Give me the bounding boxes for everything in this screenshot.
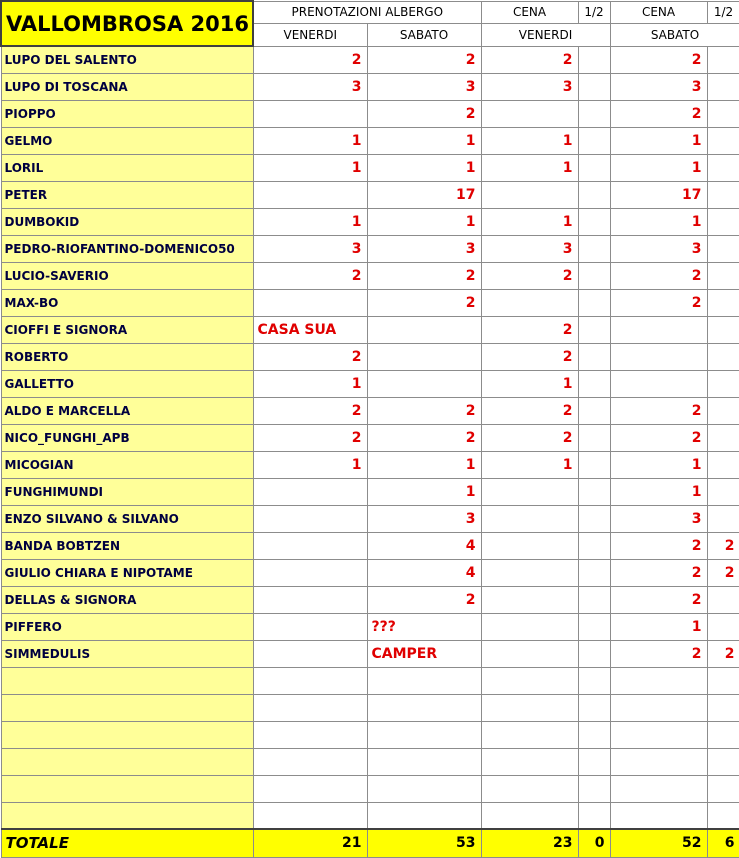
cell-half-sab[interactable] (707, 397, 739, 424)
cell-half-ven[interactable] (578, 370, 610, 397)
cell-cena-ven[interactable]: 3 (481, 235, 578, 262)
cell-half-sab[interactable] (707, 613, 739, 640)
table-row (1, 640, 739, 667)
participant-name-cell[interactable]: PEDRO-RIOFANTINO-DOMENICO50 (1, 235, 253, 262)
cell-cena-sab[interactable]: 2 (610, 424, 707, 451)
cell-half-ven[interactable] (578, 640, 610, 667)
cell-alb-sab[interactable] (367, 343, 481, 370)
table-row (1, 775, 739, 802)
participant-name-cell[interactable] (1, 802, 253, 829)
cell-alb-ven[interactable] (253, 559, 367, 586)
cell-cena-ven[interactable]: 2 (481, 316, 578, 343)
cell-half-sab[interactable] (707, 181, 739, 208)
participant-name-cell[interactable] (1, 694, 253, 721)
cell-alb-sab[interactable]: 4 (367, 532, 481, 559)
cell-half-ven[interactable] (578, 505, 610, 532)
header-albergo-venerdi[interactable]: VENERDI (253, 23, 367, 46)
cell-alb-sab[interactable]: 2 (367, 397, 481, 424)
table-row (1, 559, 739, 586)
table-row (1, 802, 739, 829)
cell-alb-sab[interactable]: 17 (367, 181, 481, 208)
cell-half-sab[interactable]: 2 (707, 559, 739, 586)
cell-cena-sab[interactable]: 2 (610, 532, 707, 559)
cell-alb-ven[interactable] (253, 100, 367, 127)
cell-half-ven[interactable] (578, 154, 610, 181)
participant-name-cell[interactable]: MAX-BO (1, 289, 253, 316)
cell-alb-ven[interactable]: 2 (253, 262, 367, 289)
cell-alb-sab[interactable]: 1 (367, 208, 481, 235)
totals-label[interactable]: TOTALE (1, 829, 253, 857)
cell-cena-sab[interactable]: 2 (610, 559, 707, 586)
cell-half-ven[interactable] (578, 424, 610, 451)
cell-alb-ven[interactable] (253, 721, 367, 748)
cell-cena-ven[interactable] (481, 289, 578, 316)
cell-cena-ven[interactable]: 2 (481, 343, 578, 370)
cell-half-ven[interactable] (578, 397, 610, 424)
total-half-ven[interactable]: 0 (578, 829, 610, 857)
cell-cena-ven[interactable] (481, 559, 578, 586)
cell-alb-ven[interactable]: 1 (253, 154, 367, 181)
cell-half-sab[interactable] (707, 208, 739, 235)
cell-half-sab[interactable] (707, 46, 739, 73)
cell-half-ven[interactable] (578, 802, 610, 829)
total-alb-ven[interactable]: 21 (253, 829, 367, 857)
cell-cena-sab[interactable] (610, 316, 707, 343)
cell-half-sab[interactable] (707, 343, 739, 370)
participant-name-cell[interactable]: LUCIO-SAVERIO (1, 262, 253, 289)
cell-cena-ven[interactable] (481, 667, 578, 694)
cell-half-sab[interactable] (707, 586, 739, 613)
cell-half-ven[interactable] (578, 532, 610, 559)
cell-alb-ven[interactable] (253, 667, 367, 694)
cell-alb-ven[interactable]: 2 (253, 424, 367, 451)
table-row (1, 316, 739, 343)
table-row (1, 181, 739, 208)
cell-cena-sab[interactable]: 2 (610, 640, 707, 667)
table-row (1, 262, 739, 289)
participant-name-cell[interactable]: LUPO DEL SALENTO (1, 46, 253, 73)
cell-half-sab[interactable] (707, 451, 739, 478)
cell-half-ven[interactable] (578, 478, 610, 505)
cell-cena-ven[interactable] (481, 532, 578, 559)
cell-cena-ven[interactable]: 2 (481, 262, 578, 289)
cell-half-sab[interactable] (707, 748, 739, 775)
cell-alb-ven[interactable]: 1 (253, 208, 367, 235)
cell-alb-ven[interactable]: 2 (253, 46, 367, 73)
total-alb-sab[interactable]: 53 (367, 829, 481, 857)
cell-alb-sab[interactable] (367, 721, 481, 748)
cell-half-sab[interactable] (707, 262, 739, 289)
header-half-venerdi[interactable]: 1/2 (578, 1, 610, 23)
participant-name-cell[interactable]: DUMBOKID (1, 208, 253, 235)
participant-name-cell[interactable]: CIOFFI E SIGNORA (1, 316, 253, 343)
table-row (1, 289, 739, 316)
cell-half-ven[interactable] (578, 775, 610, 802)
cell-alb-sab[interactable]: 1 (367, 154, 481, 181)
cell-half-ven[interactable] (578, 208, 610, 235)
cell-cena-sab[interactable]: 3 (610, 505, 707, 532)
participant-name-cell[interactable]: PETER (1, 181, 253, 208)
cell-half-ven[interactable] (578, 316, 610, 343)
cell-cena-ven[interactable] (481, 721, 578, 748)
header-albergo[interactable]: PRENOTAZIONI ALBERGO (253, 1, 481, 23)
table-row (1, 748, 739, 775)
cell-alb-ven[interactable] (253, 532, 367, 559)
header-cena-venerdi[interactable]: CENA (481, 1, 578, 23)
table-row (1, 370, 739, 397)
cell-cena-ven[interactable] (481, 694, 578, 721)
cell-half-sab[interactable] (707, 775, 739, 802)
cell-half-ven[interactable] (578, 127, 610, 154)
table-row (1, 397, 739, 424)
sheet-title[interactable]: VALLOMBROSA 2016 (1, 1, 253, 46)
table-row (1, 667, 739, 694)
header-cena-sabato[interactable]: CENA (610, 1, 707, 23)
cell-cena-ven[interactable]: 1 (481, 451, 578, 478)
cell-alb-ven[interactable] (253, 775, 367, 802)
participant-name-cell[interactable]: GELMO (1, 127, 253, 154)
participant-name-cell[interactable]: LORIL (1, 154, 253, 181)
participant-name-cell[interactable]: GALLETTO (1, 370, 253, 397)
cell-cena-sab[interactable]: 2 (610, 46, 707, 73)
participant-name-cell[interactable]: ENZO SILVANO & SILVANO (1, 505, 253, 532)
cell-half-ven[interactable] (578, 73, 610, 100)
cell-half-sab[interactable] (707, 73, 739, 100)
cell-alb-ven[interactable]: 2 (253, 343, 367, 370)
cell-cena-ven[interactable] (481, 586, 578, 613)
cell-alb-sab[interactable] (367, 667, 481, 694)
participant-name-cell[interactable] (1, 721, 253, 748)
cell-cena-ven[interactable] (481, 775, 578, 802)
cell-alb-ven[interactable]: CASA SUA (253, 316, 367, 343)
cell-half-sab[interactable] (707, 478, 739, 505)
participant-name-cell[interactable]: BANDA BOBTZEN (1, 532, 253, 559)
cell-alb-ven[interactable] (253, 478, 367, 505)
cell-alb-sab[interactable]: 2 (367, 46, 481, 73)
cell-alb-sab[interactable]: ??? (367, 613, 481, 640)
participant-name-cell[interactable]: DELLAS & SIGNORA (1, 586, 253, 613)
cell-alb-sab[interactable] (367, 748, 481, 775)
cell-alb-sab[interactable] (367, 775, 481, 802)
table-row (1, 694, 739, 721)
cell-cena-ven[interactable]: 1 (481, 208, 578, 235)
participant-name-cell[interactable] (1, 748, 253, 775)
cell-cena-sab[interactable]: 1 (610, 208, 707, 235)
cell-alb-ven[interactable] (253, 748, 367, 775)
header-cena-sabato-day[interactable]: SABATO (610, 23, 739, 46)
cell-alb-sab[interactable] (367, 370, 481, 397)
cell-half-sab[interactable] (707, 505, 739, 532)
table-row (1, 100, 739, 127)
cell-alb-sab[interactable]: 3 (367, 505, 481, 532)
cell-cena-ven[interactable]: 1 (481, 127, 578, 154)
participant-name-cell[interactable]: LUPO DI TOSCANA (1, 73, 253, 100)
cell-half-sab[interactable] (707, 127, 739, 154)
cell-alb-sab[interactable]: 2 (367, 100, 481, 127)
total-half-sab[interactable]: 6 (707, 829, 739, 857)
cell-alb-ven[interactable]: 3 (253, 235, 367, 262)
participant-name-cell[interactable]: MICOGIAN (1, 451, 253, 478)
cell-half-sab[interactable]: 2 (707, 532, 739, 559)
cell-half-ven[interactable] (578, 694, 610, 721)
cell-cena-sab[interactable]: 2 (610, 262, 707, 289)
cell-cena-sab[interactable]: 3 (610, 73, 707, 100)
cell-half-sab[interactable] (707, 667, 739, 694)
cell-alb-ven[interactable] (253, 505, 367, 532)
cell-cena-sab[interactable] (610, 748, 707, 775)
cell-half-sab[interactable] (707, 100, 739, 127)
table-row (1, 505, 739, 532)
cell-cena-ven[interactable] (481, 748, 578, 775)
participant-name-cell[interactable]: SIMMEDULIS (1, 640, 253, 667)
cell-alb-ven[interactable] (253, 640, 367, 667)
cell-alb-sab[interactable]: 4 (367, 559, 481, 586)
cell-cena-ven[interactable]: 2 (481, 424, 578, 451)
cell-half-ven[interactable] (578, 46, 610, 73)
cell-cena-ven[interactable]: 2 (481, 397, 578, 424)
cell-half-ven[interactable] (578, 262, 610, 289)
cell-alb-sab[interactable]: 3 (367, 235, 481, 262)
cell-half-sab[interactable] (707, 424, 739, 451)
cell-cena-sab[interactable] (610, 343, 707, 370)
cell-cena-sab[interactable]: 3 (610, 235, 707, 262)
cell-alb-ven[interactable] (253, 586, 367, 613)
cell-half-ven[interactable] (578, 451, 610, 478)
table-row (1, 424, 739, 451)
cell-cena-sab[interactable] (610, 721, 707, 748)
cell-alb-sab[interactable]: 1 (367, 127, 481, 154)
table-row (1, 73, 739, 100)
cell-alb-ven[interactable]: 1 (253, 127, 367, 154)
cell-cena-sab[interactable] (610, 370, 707, 397)
cell-alb-ven[interactable] (253, 802, 367, 829)
table-row (1, 532, 739, 559)
cell-cena-ven[interactable] (481, 505, 578, 532)
header-cena-venerdi-day[interactable]: VENERDI (481, 23, 610, 46)
cell-alb-ven[interactable]: 1 (253, 370, 367, 397)
cell-half-ven[interactable] (578, 181, 610, 208)
cell-half-ven[interactable] (578, 613, 610, 640)
cell-alb-ven[interactable]: 1 (253, 451, 367, 478)
cell-alb-sab[interactable]: 3 (367, 73, 481, 100)
participant-name-cell[interactable]: ROBERTO (1, 343, 253, 370)
header-half-sabato[interactable]: 1/2 (707, 1, 739, 23)
cell-half-ven[interactable] (578, 100, 610, 127)
cell-cena-ven[interactable] (481, 478, 578, 505)
table-row (1, 127, 739, 154)
table-row (1, 451, 739, 478)
cell-alb-sab[interactable]: 2 (367, 586, 481, 613)
cell-alb-ven[interactable] (253, 181, 367, 208)
cell-half-sab[interactable] (707, 370, 739, 397)
table-row (1, 46, 739, 73)
cell-cena-sab[interactable]: 1 (610, 613, 707, 640)
cell-half-ven[interactable] (578, 559, 610, 586)
participant-name-cell[interactable]: NICO_FUNGHI_APB (1, 424, 253, 451)
table-row (1, 613, 739, 640)
participant-name-cell[interactable]: PIFFERO (1, 613, 253, 640)
table-row (1, 721, 739, 748)
cell-half-sab[interactable] (707, 694, 739, 721)
cell-cena-sab[interactable]: 2 (610, 289, 707, 316)
cell-half-sab[interactable]: 2 (707, 640, 739, 667)
cell-half-ven[interactable] (578, 343, 610, 370)
participant-name-cell[interactable]: ALDO E MARCELLA (1, 397, 253, 424)
table-row (1, 478, 739, 505)
total-cena-sab[interactable]: 52 (610, 829, 707, 857)
cell-cena-ven[interactable] (481, 181, 578, 208)
table-row (1, 208, 739, 235)
cell-alb-sab[interactable]: 1 (367, 451, 481, 478)
participant-name-cell[interactable] (1, 667, 253, 694)
participant-name-cell[interactable]: GIULIO CHIARA E NIPOTAME (1, 559, 253, 586)
cell-half-sab[interactable] (707, 721, 739, 748)
cell-half-sab[interactable] (707, 316, 739, 343)
cell-alb-ven[interactable]: 2 (253, 397, 367, 424)
table-row (1, 343, 739, 370)
cell-alb-sab[interactable]: 2 (367, 424, 481, 451)
cell-half-ven[interactable] (578, 748, 610, 775)
cell-alb-sab[interactable]: 2 (367, 289, 481, 316)
header-albergo-sabato[interactable]: SABATO (367, 23, 481, 46)
cell-cena-sab[interactable]: 1 (610, 478, 707, 505)
cell-alb-sab[interactable] (367, 802, 481, 829)
participant-name-cell[interactable] (1, 775, 253, 802)
cell-cena-ven[interactable]: 1 (481, 154, 578, 181)
cell-cena-sab[interactable] (610, 694, 707, 721)
cell-half-ven[interactable] (578, 667, 610, 694)
cell-alb-sab[interactable] (367, 316, 481, 343)
cell-cena-ven[interactable]: 3 (481, 73, 578, 100)
cell-cena-sab[interactable]: 2 (610, 586, 707, 613)
cell-alb-ven[interactable]: 3 (253, 73, 367, 100)
cell-cena-ven[interactable]: 2 (481, 46, 578, 73)
cell-cena-ven[interactable] (481, 100, 578, 127)
cell-cena-sab[interactable]: 17 (610, 181, 707, 208)
cell-alb-ven[interactable] (253, 289, 367, 316)
cell-alb-sab[interactable]: CAMPER (367, 640, 481, 667)
participant-name-cell[interactable]: FUNGHIMUNDI (1, 478, 253, 505)
cell-half-sab[interactable] (707, 235, 739, 262)
cell-alb-sab[interactable]: 1 (367, 478, 481, 505)
cell-half-ven[interactable] (578, 235, 610, 262)
cell-alb-sab[interactable]: 2 (367, 262, 481, 289)
cell-alb-sab[interactable] (367, 694, 481, 721)
table-row (1, 154, 739, 181)
cell-cena-ven[interactable] (481, 613, 578, 640)
participant-name-cell[interactable]: PIOPPO (1, 100, 253, 127)
cell-alb-ven[interactable] (253, 694, 367, 721)
table-row (1, 586, 739, 613)
header-row-groups (1, 1, 739, 23)
cell-half-ven[interactable] (578, 721, 610, 748)
cell-half-ven[interactable] (578, 586, 610, 613)
table-row (1, 235, 739, 262)
cell-alb-ven[interactable] (253, 613, 367, 640)
cell-cena-sab[interactable]: 2 (610, 397, 707, 424)
cell-cena-sab[interactable]: 2 (610, 100, 707, 127)
totals-row (1, 829, 739, 857)
cell-half-sab[interactable] (707, 802, 739, 829)
cell-half-sab[interactable] (707, 154, 739, 181)
cell-cena-sab[interactable]: 1 (610, 154, 707, 181)
total-cena-ven[interactable]: 23 (481, 829, 578, 857)
cell-cena-ven[interactable] (481, 802, 578, 829)
cell-cena-sab[interactable] (610, 802, 707, 829)
cell-cena-sab[interactable]: 1 (610, 451, 707, 478)
cell-cena-ven[interactable]: 1 (481, 370, 578, 397)
cell-cena-ven[interactable] (481, 640, 578, 667)
cell-half-sab[interactable] (707, 289, 739, 316)
cell-cena-sab[interactable] (610, 775, 707, 802)
cell-cena-sab[interactable] (610, 667, 707, 694)
cell-half-ven[interactable] (578, 289, 610, 316)
cell-cena-sab[interactable]: 1 (610, 127, 707, 154)
